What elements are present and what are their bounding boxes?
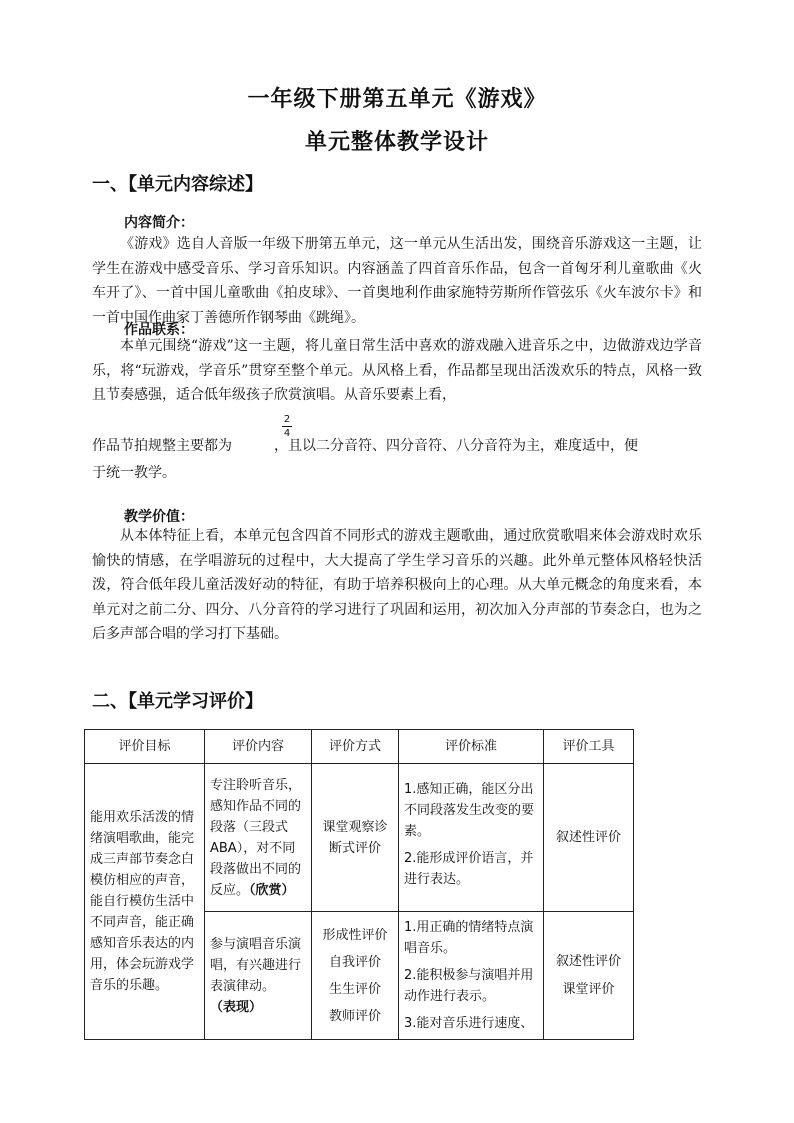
content-tag: （欣赏） [249, 882, 295, 898]
content-cell [205, 912, 312, 1040]
time-signature [281, 414, 293, 439]
method-cell: 课堂观察诊断式评价 [312, 764, 399, 912]
content-tag: （表现） [210, 999, 263, 1015]
beat-suffix: ，且以二分音符、四分音符、八分音符为主，难度适中，便 [274, 438, 638, 454]
beat-prefix: 作品节拍规整主要都为 [92, 438, 232, 454]
table-header-row [85, 730, 634, 764]
section-heading-evaluation: 二、【单元学习评价】 [92, 691, 263, 712]
header-content: 评价内容 [205, 730, 312, 764]
intro-label: 内容简介： [124, 215, 194, 231]
header-criteria: 评价标准 [399, 730, 544, 764]
criteria-item: 2.能形成评价语言，并进行表达。 [404, 851, 534, 887]
value-paragraph: 从本体特征上看，本单元包含四首不同形式的游戏主题歌曲，通过欣赏歌唱来体会游戏时欢乐愉快的情感，在学唱游玩的过程中，大大提高了学生学习音乐的兴趣。此外单元整体风格轻快活泼，符合低年段儿童活泼好动的特征，有助于培养积极向上的心理。从大单元概念的角度来看，本单元对之前二分、四分、八分音符的学习进行了巩固和运用，初次加入分声部的节奏念白，也为之后多声部合唱的学习打下基础。 [92, 528, 702, 642]
criteria-item: 3.能对音乐进行速度、 [404, 1016, 534, 1031]
criteria-cell [399, 912, 544, 1040]
header-goal: 评价目标 [85, 730, 205, 764]
method-item: 形成性评价 [322, 927, 388, 943]
method-item: 教师评价 [328, 1008, 381, 1024]
content-cell [205, 764, 312, 912]
content-text: 专注聆听音乐，感知作品不同的段落（三段式ABA），对不同段落做出不同的反应。 [210, 777, 302, 898]
tool-item: 课堂评价 [562, 981, 615, 997]
evaluation-table [84, 729, 634, 1040]
header-method: 评价方式 [312, 730, 399, 764]
content-text: 参与演唱音乐演唱，有兴趣进行表演律动。 [210, 936, 302, 994]
goal-cell: 能用欢乐活泼的情绪演唱歌曲，能完成三声部节奏念白模仿相应的声音，能自行模仿生活中不同声音，能正确感知音乐表达的内用，体会玩游戏学音乐的乐趣。 [85, 764, 205, 1040]
criteria-item: 2.能积极参与演唱并用动作进行表示。 [404, 968, 534, 1004]
criteria-item: 1.用正确的情绪特点演唱音乐。 [404, 920, 534, 956]
criteria-cell [399, 764, 544, 912]
method-cell [312, 912, 399, 1040]
value-label: 教学价值： [124, 509, 194, 525]
time-signature-numerator: 2 [283, 414, 291, 425]
table-row [85, 764, 634, 912]
criteria-item: 1.感知正确，能区分出不同段落发生改变的要素。 [404, 782, 535, 839]
method-item: 自我评价 [328, 954, 381, 970]
tool-cell [544, 912, 634, 1040]
intro-paragraph: 《游戏》选自人音版一年级下册第五单元，这一单元从生活出发，围绕音乐游戏这一主题，让学生在游戏中感受音乐、学习音乐知识。内容涵盖了四首音乐作品，包含一首匈牙利儿童歌曲《火车开了》、一首中国儿童歌曲《拍皮球》、一首奥地利作曲家施特劳斯所作管弦乐《火车波尔卡》和一首中国作曲家丁善德所作钢琴曲《跳绳》。 [92, 236, 702, 326]
tool-cell: 叙述性评价 [544, 764, 634, 912]
header-tool: 评价工具 [544, 730, 634, 764]
document-title: 一年级下册第五单元《游戏》 [247, 86, 547, 112]
beat-line [92, 435, 702, 455]
link-label: 作品联系： [124, 322, 194, 338]
section-heading-overview: 一、【单元内容综述】 [92, 174, 263, 195]
method-item: 生生评价 [328, 981, 381, 997]
tool-item: 叙述性评价 [555, 953, 621, 969]
beat-line-2: 于统一教学。 [92, 465, 176, 481]
link-paragraph: 本单元围绕“游戏”这一主题，将儿童日常生活中喜欢的游戏融入进音乐之中，边做游戏边学音乐，将“玩游戏，学音乐”贯穿至整个单元。从风格上看，作品都呈现出活泼欢乐的特点，风格一致且节奏感强，适合低年级孩子欣赏演唱。从音乐要素上看， [92, 338, 702, 403]
document-subtitle: 单元整体教学设计 [304, 129, 489, 155]
time-signature-denominator: 4 [283, 428, 291, 439]
